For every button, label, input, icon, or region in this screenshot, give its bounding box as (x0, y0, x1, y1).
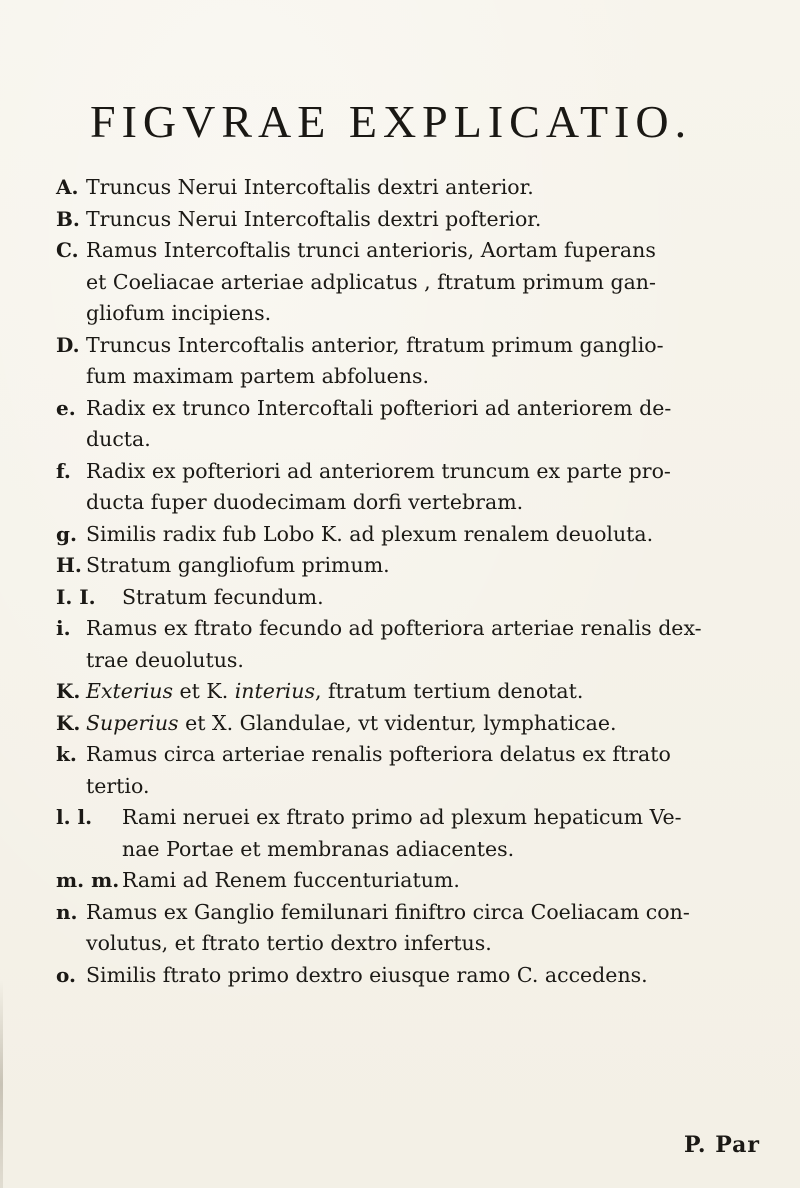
legend-key: I. I. (56, 584, 96, 609)
legend-entry (56, 519, 776, 551)
legend-text-continuation: tertio. (86, 773, 150, 798)
legend-text-continuation: volutus, et ftrato tertio dextro infertus. (86, 931, 492, 955)
legend-italic-term: Exterius (86, 679, 173, 703)
legend-key: D. (56, 332, 80, 357)
legend-entry (56, 582, 776, 614)
legend-text-segment: et X. Glandulae, vt videntur, lymphaticae. (178, 710, 617, 735)
legend-text-continuation: fum maximam partem abfoluens. (86, 364, 430, 388)
catchword: P. Par (683, 1132, 760, 1158)
legend-text-continuation: gliofum incipiens. (86, 301, 272, 325)
legend-text-continuation: ducta. (86, 427, 151, 451)
legend-key: k. (56, 742, 77, 766)
legend-key: B. (56, 206, 80, 231)
legend-entry (56, 550, 776, 582)
legend-text-continuation: ducta fuper duodecimam dorfi vertebram. (86, 490, 524, 514)
legend-text: Truncus Intercoftalis anterior, ftratum primum ganglio- (86, 332, 664, 357)
legend-text: Stratum gangliofum primum. (86, 553, 390, 577)
legend-text-segment: , ftratum tertium denotat. (314, 679, 584, 703)
legend-key: K. (56, 710, 81, 735)
legend-entry (56, 739, 776, 802)
legend-entry (56, 708, 776, 740)
legend-key: e. (56, 395, 76, 420)
legend-text-segment: et K. (172, 679, 235, 703)
legend-text: Stratum fecundum. (122, 584, 324, 609)
legend-entry (56, 204, 776, 236)
legend-text: Ramus circa arteriae renalis pofteriora delatus ex ftrato (86, 742, 671, 766)
legend-text-continuation: et Coeliacae arteriae adplicatus , ftratum primum gan- (86, 269, 656, 294)
legend-entry (56, 613, 776, 676)
legend-entry (56, 330, 776, 393)
legend-key: i. (56, 616, 71, 640)
legend-key: A. (56, 175, 79, 199)
legend-key: f. (56, 458, 71, 483)
page-title: FIGVRAE EXPLICATIO. (90, 96, 693, 147)
legend-text (86, 708, 776, 740)
legend-text-continuation: nae Portae et membranas adiacentes. (122, 836, 515, 861)
legend-text: Rami ad Renem fuccenturiatum. (122, 868, 460, 892)
legend-key: n. (56, 899, 78, 924)
legend-text: Rami neruei ex ftrato primo ad plexum hepaticum Ve- (122, 805, 682, 829)
legend-text (86, 676, 776, 708)
legend-key: H. (56, 553, 82, 577)
legend-italic-term: interius (234, 679, 315, 703)
legend-key: o. (56, 962, 76, 987)
legend-entry (56, 456, 776, 519)
legend-text: Truncus Nerui Intercoftalis dextri pofterior. (86, 206, 542, 231)
legend-text: Ramus ex Ganglio femilunari finiftro circa Coeliacam con- (86, 899, 690, 924)
legend-key: K. (56, 679, 81, 703)
legend-entry (56, 960, 776, 992)
legend-text: Truncus Nerui Intercoftalis dextri anterior. (86, 175, 534, 199)
legend-text: Radix ex trunco Intercoftali pofteriori ad anteriorem de- (86, 395, 672, 420)
legend-text: Similis radix fub Lobo K. ad plexum renalem deuoluta. (86, 521, 654, 546)
legend-italic-term: Superius (86, 710, 179, 735)
legend-key: C. (56, 238, 79, 262)
legend-key: g. (56, 521, 77, 546)
page-edge-shadow (0, 980, 3, 1188)
legend-key: l. l. (56, 805, 93, 829)
legend-entry (56, 802, 776, 865)
legend-text: Radix ex pofteriori ad anteriorem truncum ex parte pro- (86, 458, 671, 483)
legend-entry (56, 393, 776, 456)
legend-entry (56, 676, 776, 708)
legend-entry (56, 235, 776, 330)
legend-text-continuation: trae deuolutus. (86, 647, 244, 672)
legend-list (56, 172, 776, 991)
legend-entry (56, 865, 776, 897)
legend-key: m. m. (56, 868, 120, 892)
legend-text: Ramus Intercoftalis trunci anterioris, Aortam fuperans (86, 238, 656, 262)
legend-entry (56, 172, 776, 204)
legend-entry (56, 897, 776, 960)
legend-text: Similis ftrato primo dextro eiusque ramo C. accedens. (86, 962, 648, 987)
legend-text: Ramus ex ftrato fecundo ad pofteriora arteriae renalis dex- (86, 616, 702, 640)
